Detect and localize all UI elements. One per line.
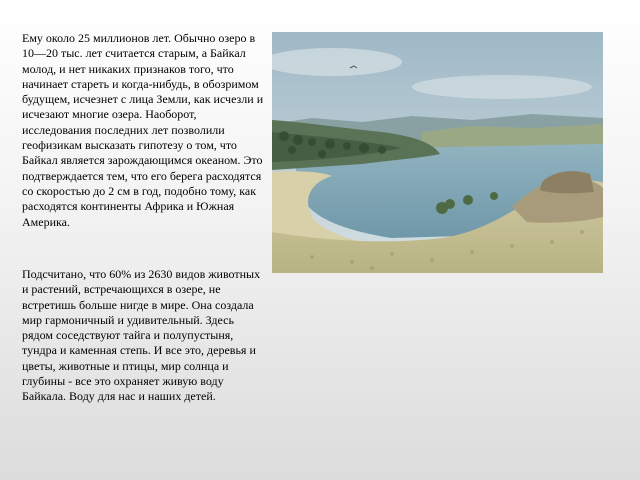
paragraph-species: Подсчитано, что 60% из 2630 видов животных и растений, встречающихся в озере, не встретишь больше нигде в мире. Она создала мир гармоничный и удивительный. Здесь рядом соседствуют тайга и полупустыня, тундра и каменная степь. И все это, деревья и цветы, животные и птицы, мир солнца и глубины - все это охраняет живую воду Байкала. Воду для нас и наших детей.	[22, 267, 261, 404]
lake-baikal-shore-photo	[272, 32, 603, 273]
lake-baikal-photo	[272, 32, 603, 273]
paragraph-age: Ему около 25 миллионов лет. Обычно озеро в 10—20 тыс. лет считается старым, а Байкал молод, и нет никаких признаков того, что начинает стареть и когда-нибудь, в обозримом будущем, исчезнет с лица Земли, как исчезли и исчезают многие озера. Наоборот, исследования последних лет позволили геофизикам высказать гипотезу о том, что Байкал является зарождающимся океаном. Это подтверждается тем, что его берега расходятся со скоростью до 2 см в год, подобно тому, как расходятся континенты Африка и Южная Америка.	[22, 31, 264, 229]
